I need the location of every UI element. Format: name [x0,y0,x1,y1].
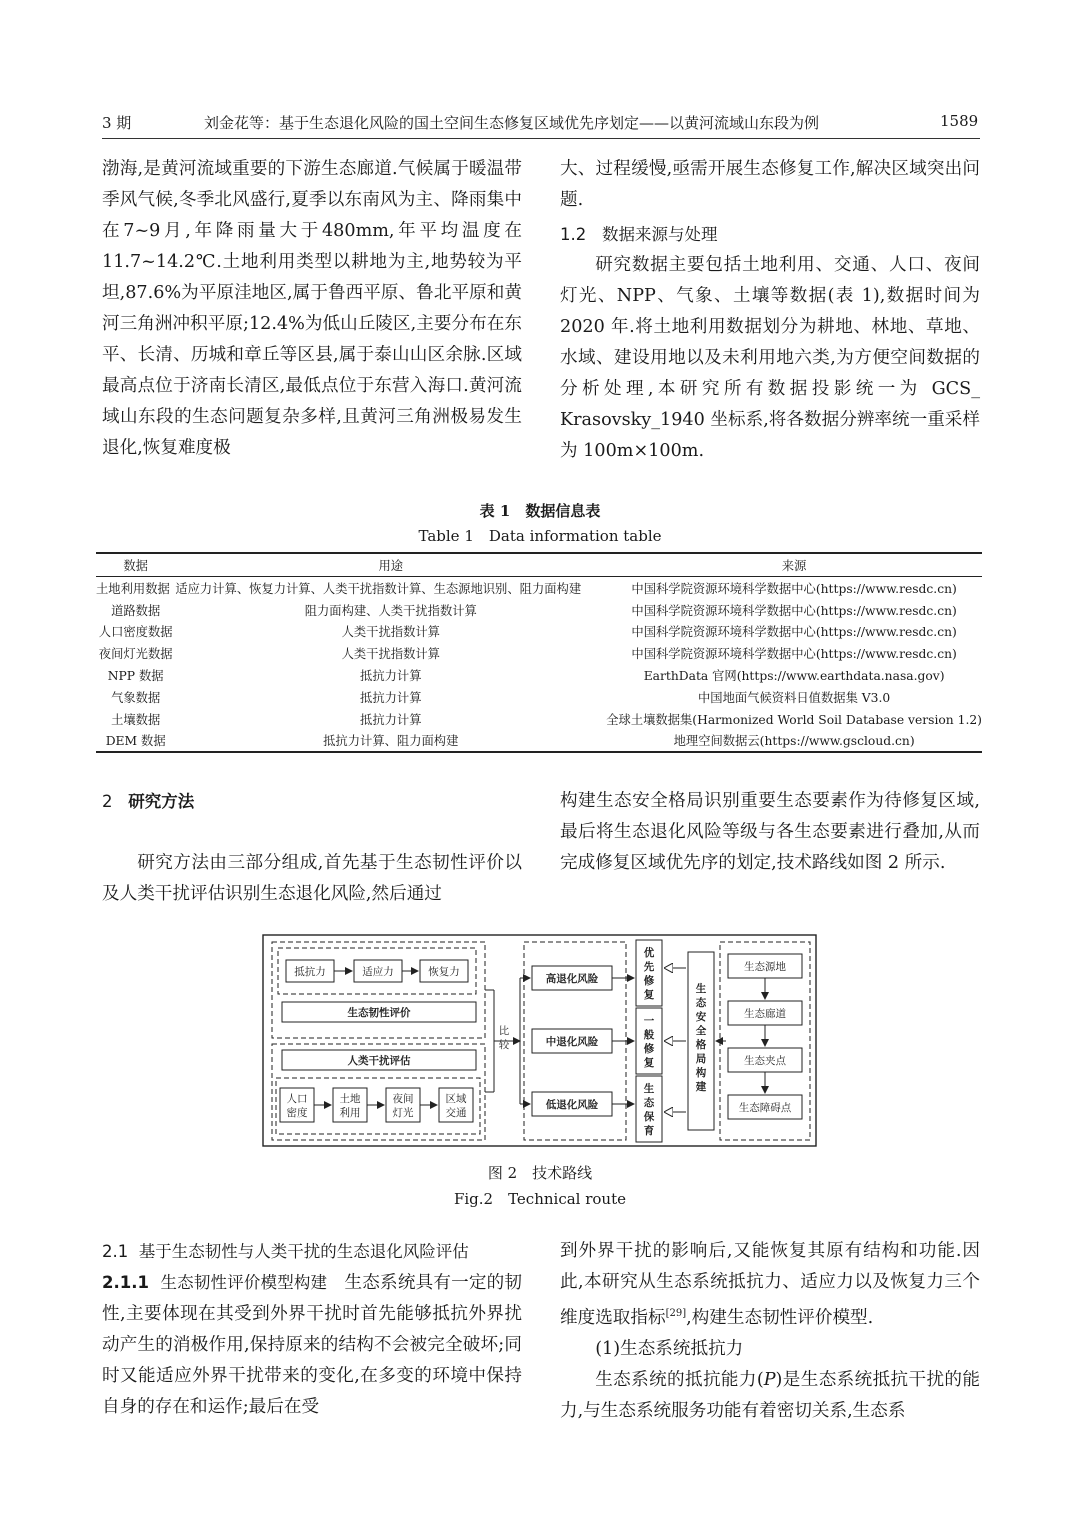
subsection-number: 2.1.1 [102,1273,149,1292]
section2-left-column [102,786,522,910]
table-row [96,708,982,730]
paragraph-resilience-cont [560,1236,980,1334]
corridor-label: 生态廊道 [744,1008,786,1020]
section2-right-column [560,786,980,879]
high-risk-label: 高退化风险 [545,973,599,985]
figure-caption-en: Fig.2 Technical route [453,1190,627,1208]
pattern-char: 局 [695,1053,707,1065]
table-header-row [96,553,982,577]
citation: [29] [665,1308,687,1319]
page-number: 1589 [940,112,979,130]
item-heading-resistance: (1)生态系统抵抗力 [595,1338,744,1359]
landuse-label-2: 利用 [339,1107,361,1119]
table-cell: 土地利用数据 [96,581,170,596]
resistance-label: 抵抗力 [294,966,326,978]
paragraph-methods-left: 研究方法由三部分组成,首先基于生态韧性评价以及人类干扰评估识别生态退化风险,然后通过 [102,853,522,904]
subsection-title: 生态韧性评价模型构建 [160,1273,328,1292]
general-repair-char: 修 [643,1043,655,1055]
table-cell: 人口密度数据 [98,625,173,640]
traffic-label-2: 交通 [445,1107,467,1119]
variable: P [763,1369,776,1390]
section-number: 2 [102,792,113,811]
section-heading-1-2 [560,219,980,250]
table-cell: 土壤数据 [111,712,161,727]
table-row [96,577,982,599]
recovery-label: 恢复力 [428,966,460,978]
conservation-char: 态 [643,1097,655,1109]
table-row [96,621,982,643]
table-header-cell: 数据 [96,553,175,577]
table-cell: 道路数据 [111,603,161,618]
paragraph-resistance [560,1365,980,1427]
table-cell: 抵抗力计算、阻力面构建 [175,730,606,753]
table-cell: EarthData 官网(https://www.earthdata.nasa.gov) [643,669,945,684]
pinch-point-label: 生态夹点 [744,1055,786,1067]
adaptability-label: 适应力 [362,966,394,978]
pattern-char: 安 [695,1011,707,1023]
paragraph-text: 生态系统具有一定的韧性,主要体现在其受到外界干扰时首先能够抵抗外界扰动产生的消极作用,保持原来的结构不会被完全破坏;同时又能适应外界干扰带来的变化,在多变的环境中保持自身的存在和运作;最后在受 [102,1273,523,1417]
table-cell: 夜间灯光数据 [98,647,173,662]
paragraph-text: 生态系统的抵抗能力( [595,1369,764,1390]
data-information-table [96,552,982,753]
table-caption-cn: 表 1 数据信息表 [479,502,601,520]
section-title: 基于生态韧性与人类干扰的生态退化风险评估 [138,1242,469,1261]
pattern-char: 格 [695,1039,707,1051]
priority-repair-char: 优 [643,947,655,959]
conservation-char: 育 [643,1125,655,1137]
resilience-group [272,942,485,1038]
section21-right-column [560,1236,980,1427]
landuse-label-1: 土地 [339,1093,361,1105]
paragraph-resilience [102,1267,522,1423]
general-repair-char: 一 [643,1015,655,1027]
table-row [96,686,982,708]
low-risk-label: 低退化风险 [545,1099,599,1111]
priority-repair-char: 修 [643,975,655,987]
barrier-label: 生态障碍点 [738,1102,792,1114]
pattern-char: 生 [695,983,707,995]
resilience-evaluation-label: 生态韧性评价 [347,1007,411,1019]
table-row [96,599,982,621]
section-number: 2.1 [102,1242,129,1261]
compare-label-2: 较 [498,1039,510,1051]
section-title: 数据来源与处理 [602,225,718,244]
table-cell: NPP 数据 [107,669,164,684]
pattern-char: 态 [695,997,707,1009]
table-cell: 中国科学院资源环境科学数据中心(https://www.resdc.cn) [631,625,957,640]
table-cell: 阻力面构建、人类干扰指数计算 [304,603,477,618]
general-repair-char: 般 [643,1029,655,1041]
table-cell: 抵抗力计算 [360,669,422,684]
table-row [96,730,982,753]
table-cell: 全球土壤数据集(Harmonized World Soil Database version 1.2) [606,712,982,727]
priority-repair-char: 先 [643,961,655,973]
human-evaluation-label: 人类干扰评估 [347,1055,411,1067]
general-repair-char: 复 [643,1057,655,1069]
section21-left-column [102,1236,522,1423]
paragraph-continuation: 大、过程缓慢,亟需开展生态修复工作,解决区域突出问题. [560,159,981,210]
table-cell: 人类干扰指数计算 [341,625,440,640]
table-cell: 人类干扰指数计算 [341,647,440,662]
section-heading-2-1 [102,1236,522,1267]
paragraph-study-area: 渤海,是黄河流域重要的下游生态廊道.气候属于暖温带季风气候,冬季北风盛行,夏季以东南风为主、降雨集中在7~9月,年降雨量大于480mm,年平均温度在 11.7~14.2℃.土地利用类型以耕地为主,地势较为平坦,87.6%为平原洼地区,属于鲁西平原、鲁北平原和黄河三角洲冲积平原;12.4%为低山丘陵区,主要分布在东平、长清、历城和章丘等区县,属于泰山山区余脉.区域最高点位于济南长清区,最低点位于东营入海口.黄河流域山东段的生态问题复杂多样,且黄河三角洲极易发生退化,恢复难度极 [102,159,523,458]
table-cell: 抵抗力计算 [360,690,422,705]
conservation-char: 生 [643,1083,655,1095]
paragraph-data-sources: 研究数据主要包括土地利用、交通、人口、夜间灯光、NPP、气象、土壤等数据(表 1),数据时间为 2020 年.将土地利用数据划分为耕地、林地、草地、水域、建设用地以及未利用地六类,为方便空间数据的分析处理,本研究所有数据投影统一为 GCS_ Krasovsky_1940 坐标系,将各数据分辨率统一重采样为 100m×100m. [560,255,980,461]
table-header-cell: 用途 [175,553,606,577]
section-title: 研究方法 [128,792,195,811]
table-cell: 适应力计算、恢复力计算、人类干扰指数计算、生态源地识别、阻力面构建 [175,581,582,596]
table-header-cell: 来源 [606,553,982,577]
table-cell: 中国地面气候资料日值数据集 V3.0 [698,690,891,705]
technical-route-figure [262,934,818,1148]
paragraph-text: )是生态系统抵抗干扰的能力,与生态系统服务功能有着密切关系,生态系 [560,1369,980,1421]
top-right-column [560,154,980,467]
medium-risk-label: 中退化风险 [545,1036,599,1048]
section-heading-2 [102,786,522,817]
pattern-char: 全 [695,1025,707,1037]
compare-label-1: 比 [498,1025,510,1037]
table-cell: 抵抗力计算 [360,712,422,727]
table-cell: DEM 数据 [96,730,175,753]
table-cell: 中国科学院资源环境科学数据中心(https://www.resdc.cn) [631,603,957,618]
table-cell: 中国科学院资源环境科学数据中心(https://www.resdc.cn) [631,647,957,662]
conservation-char: 保 [643,1111,655,1123]
priority-repair-char: 复 [643,989,655,1001]
population-label-2: 密度 [286,1107,308,1119]
pattern-char: 建 [695,1081,707,1093]
pattern-char: 构 [695,1067,707,1079]
paragraph-methods-right: 构建生态安全格局识别重要生态要素作为待修复区域,最后将生态退化风险等级与各生态要素进行叠加,从而完成修复区域优先序的划定,技术路线如图 2 所示. [560,791,980,873]
population-label-1: 人口 [286,1093,308,1105]
table-cell: 中国科学院资源环境科学数据中心(https://www.resdc.cn) [631,581,957,596]
issue-number: 3 期 [102,114,132,132]
nightlight-label-2: 灯光 [392,1107,414,1119]
running-title: 刘金花等：基于生态退化风险的国土空间生态修复区域优先序划定——以黄河流域山东段为例 [204,114,820,132]
source-label: 生态源地 [744,961,786,973]
table-cell: 气象数据 [111,690,161,705]
figure-caption-cn: 图 2 技术路线 [487,1164,593,1182]
top-left-column [102,154,522,464]
section-number: 1.2 [560,225,587,244]
paragraph-text: 到外界干扰的影响后,又能恢复其原有结构和功能.因此,本研究从生态系统抵抗力、适应力以及恢复力三个维度选取指标 [560,1241,980,1328]
table-row [96,664,982,686]
table-row [96,642,982,664]
header-rule [102,138,980,139]
traffic-label-1: 区域 [445,1093,467,1105]
nightlight-label-1: 夜间 [392,1093,414,1105]
paragraph-text: ,构建生态韧性评价模型. [686,1307,874,1328]
table-cell: 地理空间数据云(https://www.gscloud.cn) [606,730,982,753]
table-caption-en: Table 1 Data information table [418,527,662,545]
